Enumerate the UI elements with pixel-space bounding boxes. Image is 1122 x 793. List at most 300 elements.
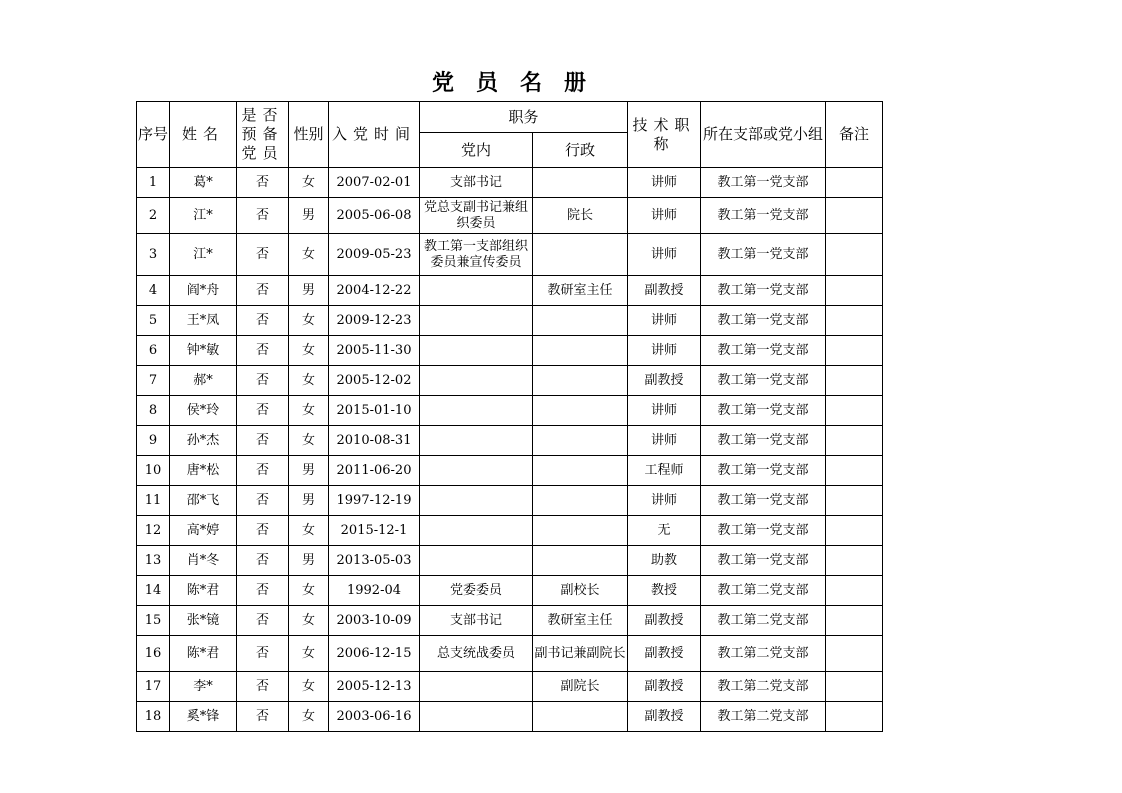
cell-duty-party-text: 支部书记 <box>449 174 502 190</box>
cell-gender <box>289 168 329 198</box>
cell-duty-admin-text: 副书记兼副院长 <box>534 645 626 661</box>
cell-probationary-text: 否 <box>255 312 269 328</box>
table-row <box>137 396 883 426</box>
cell-join-date-text: 2013-05-03 <box>336 552 412 568</box>
cell-tech-title <box>628 198 701 234</box>
cell-probationary-text: 否 <box>255 246 269 262</box>
cell-gender <box>289 306 329 336</box>
cell-join-date <box>329 276 420 306</box>
cell-duty-party <box>420 456 533 486</box>
table-row <box>137 486 883 516</box>
cell-duty-admin <box>533 198 628 234</box>
cell-probationary <box>237 606 289 636</box>
cell-gender <box>289 636 329 672</box>
cell-gender-text: 男 <box>301 492 315 508</box>
cell-gender <box>289 276 329 306</box>
cell-gender <box>289 672 329 702</box>
cell-gender-text: 女 <box>301 174 315 190</box>
cell-name <box>170 672 237 702</box>
roster-body <box>137 168 883 732</box>
cell-probationary <box>237 486 289 516</box>
cell-seq <box>137 306 170 336</box>
cell-name-text: 王*凤 <box>186 312 220 328</box>
cell-seq <box>137 276 170 306</box>
cell-tech-title-text: 工程师 <box>644 462 684 478</box>
cell-gender-text: 女 <box>301 645 315 661</box>
cell-gender-text: 女 <box>301 522 315 538</box>
cell-remark <box>826 486 883 516</box>
cell-name <box>170 426 237 456</box>
cell-name <box>170 636 237 672</box>
cell-duty-party-text: 支部书记 <box>449 612 502 628</box>
cell-tech-title-text: 副教授 <box>644 708 684 724</box>
cell-duty-admin <box>533 486 628 516</box>
cell-seq-text: 10 <box>144 462 162 478</box>
cell-duty-party <box>420 576 533 606</box>
cell-gender <box>289 486 329 516</box>
cell-gender <box>289 576 329 606</box>
cell-seq-text: 12 <box>144 522 162 538</box>
cell-name-text: 江* <box>193 207 213 223</box>
header-seq: 序号 <box>137 102 170 168</box>
cell-remark <box>826 234 883 276</box>
cell-duty-party-text: 教工第一支部组织委员兼宣传委员 <box>423 238 528 270</box>
cell-duty-party-text: 党委委员 <box>449 582 502 598</box>
cell-branch <box>701 396 826 426</box>
cell-join-date-text: 2015-01-10 <box>336 402 412 418</box>
cell-join-date-text: 2011-06-20 <box>336 462 412 478</box>
cell-join-date <box>329 306 420 336</box>
cell-tech-title <box>628 546 701 576</box>
cell-name-text: 江* <box>193 246 213 262</box>
cell-duty-admin <box>533 366 628 396</box>
cell-join-date-text: 2015-12-1 <box>340 522 408 538</box>
cell-tech-title <box>628 636 701 672</box>
cell-seq <box>137 168 170 198</box>
cell-duty-admin <box>533 636 628 672</box>
cell-seq-text: 13 <box>144 552 162 568</box>
cell-remark <box>826 546 883 576</box>
cell-branch-text: 教工第一党支部 <box>717 552 809 568</box>
cell-duty-admin-text: 教研室主任 <box>547 612 613 628</box>
cell-branch-text: 教工第二党支部 <box>717 582 809 598</box>
cell-join-date-text: 2004-12-22 <box>336 282 412 298</box>
cell-duty-party <box>420 276 533 306</box>
cell-name <box>170 198 237 234</box>
cell-join-date-text: 1997-12-19 <box>336 492 412 508</box>
cell-name <box>170 486 237 516</box>
cell-branch <box>701 234 826 276</box>
cell-duty-admin <box>533 672 628 702</box>
cell-remark <box>826 396 883 426</box>
cell-tech-title <box>628 336 701 366</box>
cell-branch <box>701 456 826 486</box>
cell-join-date-text: 2005-06-08 <box>336 207 412 223</box>
cell-branch <box>701 168 826 198</box>
cell-seq-text: 17 <box>144 678 162 694</box>
cell-duty-party <box>420 546 533 576</box>
header-gender: 性别 <box>289 102 329 168</box>
cell-gender-text: 女 <box>301 678 315 694</box>
cell-duty-party <box>420 366 533 396</box>
cell-seq <box>137 456 170 486</box>
cell-tech-title-text: 讲师 <box>651 432 678 448</box>
cell-gender-text: 男 <box>301 462 315 478</box>
table-row <box>137 198 883 234</box>
cell-join-date <box>329 366 420 396</box>
cell-join-date <box>329 606 420 636</box>
cell-duty-admin <box>533 306 628 336</box>
cell-seq <box>137 234 170 276</box>
cell-probationary-text: 否 <box>255 174 269 190</box>
cell-seq <box>137 366 170 396</box>
cell-duty-party <box>420 426 533 456</box>
cell-name <box>170 702 237 732</box>
cell-branch-text: 教工第一党支部 <box>717 174 809 190</box>
cell-gender-text: 女 <box>301 612 315 628</box>
cell-gender <box>289 516 329 546</box>
cell-tech-title <box>628 576 701 606</box>
cell-name <box>170 576 237 606</box>
cell-seq-text: 18 <box>144 708 162 724</box>
cell-duty-party <box>420 168 533 198</box>
cell-branch-text: 教工第一党支部 <box>717 207 809 223</box>
cell-branch-text: 教工第一党支部 <box>717 402 809 418</box>
cell-probationary <box>237 276 289 306</box>
cell-probationary-text: 否 <box>255 492 269 508</box>
cell-name <box>170 366 237 396</box>
table-row <box>137 306 883 336</box>
cell-probationary-text: 否 <box>255 342 269 358</box>
cell-name-text: 侯*玲 <box>186 402 220 418</box>
cell-seq <box>137 636 170 672</box>
cell-probationary-text: 否 <box>255 612 269 628</box>
cell-branch-text: 教工第一党支部 <box>717 342 809 358</box>
cell-gender-text: 女 <box>301 432 315 448</box>
cell-probationary-text: 否 <box>255 462 269 478</box>
cell-join-date <box>329 636 420 672</box>
cell-seq <box>137 336 170 366</box>
cell-probationary-text: 否 <box>255 372 269 388</box>
cell-name-text: 肖*冬 <box>186 552 220 568</box>
cell-join-date-text: 2003-06-16 <box>336 708 412 724</box>
cell-tech-title-text: 无 <box>657 522 671 538</box>
cell-duty-admin-text: 副院长 <box>560 678 600 694</box>
cell-gender <box>289 396 329 426</box>
cell-tech-title <box>628 396 701 426</box>
header-join-date: 入党时间 <box>329 102 420 168</box>
cell-branch <box>701 198 826 234</box>
cell-seq-text: 7 <box>148 372 158 388</box>
cell-seq-text: 15 <box>144 612 162 628</box>
cell-name <box>170 168 237 198</box>
cell-duty-admin <box>533 546 628 576</box>
cell-seq-text: 11 <box>144 492 162 508</box>
cell-duty-party <box>420 702 533 732</box>
cell-tech-title-text: 副教授 <box>644 612 684 628</box>
cell-duty-admin <box>533 396 628 426</box>
cell-name-text: 孙*杰 <box>186 432 220 448</box>
cell-join-date <box>329 486 420 516</box>
table-row <box>137 702 883 732</box>
cell-name-text: 陈*君 <box>186 645 220 661</box>
cell-seq <box>137 426 170 456</box>
cell-seq <box>137 576 170 606</box>
table-row <box>137 672 883 702</box>
cell-tech-title-text: 讲师 <box>651 402 678 418</box>
cell-branch <box>701 672 826 702</box>
cell-join-date <box>329 456 420 486</box>
cell-gender-text: 女 <box>301 402 315 418</box>
cell-gender <box>289 234 329 276</box>
cell-gender <box>289 366 329 396</box>
cell-duty-party-text: 总支统战委员 <box>436 645 515 661</box>
cell-gender-text: 女 <box>301 246 315 262</box>
cell-name <box>170 516 237 546</box>
cell-duty-admin <box>533 234 628 276</box>
cell-seq-text: 4 <box>148 282 158 298</box>
table-row <box>137 234 883 276</box>
cell-seq-text: 2 <box>148 207 158 223</box>
cell-duty-party <box>420 336 533 366</box>
cell-probationary-text: 否 <box>255 552 269 568</box>
cell-seq-text: 16 <box>144 645 162 661</box>
cell-join-date <box>329 198 420 234</box>
cell-remark <box>826 606 883 636</box>
cell-join-date-text: 2010-08-31 <box>336 432 412 448</box>
cell-branch <box>701 576 826 606</box>
cell-tech-title-text: 助教 <box>651 552 678 568</box>
cell-remark <box>826 702 883 732</box>
cell-branch-text: 教工第一党支部 <box>717 372 809 388</box>
cell-duty-admin <box>533 456 628 486</box>
cell-probationary <box>237 396 289 426</box>
cell-remark <box>826 576 883 606</box>
cell-seq-text: 8 <box>148 402 158 418</box>
cell-branch-text: 教工第二党支部 <box>717 678 809 694</box>
cell-branch-text: 教工第一党支部 <box>717 522 809 538</box>
header-branch: 所在支部或党小组 <box>701 102 826 168</box>
cell-gender <box>289 456 329 486</box>
cell-gender-text: 男 <box>301 552 315 568</box>
cell-remark <box>826 516 883 546</box>
cell-duty-party <box>420 198 533 234</box>
cell-seq <box>137 516 170 546</box>
cell-join-date-text: 2005-11-30 <box>336 342 412 358</box>
cell-tech-title <box>628 702 701 732</box>
cell-probationary <box>237 672 289 702</box>
cell-seq-text: 6 <box>148 342 158 358</box>
cell-name <box>170 456 237 486</box>
cell-duty-admin <box>533 168 628 198</box>
cell-branch-text: 教工第二党支部 <box>717 708 809 724</box>
table-row <box>137 516 883 546</box>
cell-join-date-text: 2005-12-13 <box>336 678 412 694</box>
cell-remark <box>826 198 883 234</box>
cell-duty-admin <box>533 426 628 456</box>
table-row <box>137 336 883 366</box>
cell-join-date <box>329 396 420 426</box>
cell-branch <box>701 276 826 306</box>
cell-name <box>170 336 237 366</box>
cell-probationary <box>237 336 289 366</box>
cell-tech-title <box>628 306 701 336</box>
cell-branch-text: 教工第一党支部 <box>717 246 809 262</box>
cell-duty-admin-text: 副校长 <box>560 582 600 598</box>
cell-tech-title <box>628 426 701 456</box>
cell-name-text: 葛* <box>193 174 213 190</box>
cell-branch <box>701 606 826 636</box>
cell-name <box>170 234 237 276</box>
cell-tech-title-text: 讲师 <box>651 246 678 262</box>
cell-name-text: 高*婷 <box>186 522 220 538</box>
cell-gender-text: 女 <box>301 582 315 598</box>
cell-join-date-text: 2003-10-09 <box>336 612 412 628</box>
cell-join-date-text: 2005-12-02 <box>336 372 412 388</box>
cell-branch <box>701 486 826 516</box>
cell-probationary-text: 否 <box>255 522 269 538</box>
cell-duty-party <box>420 486 533 516</box>
cell-seq-text: 3 <box>148 246 158 262</box>
header-name: 姓名 <box>170 102 237 168</box>
cell-tech-title <box>628 234 701 276</box>
cell-duty-admin-text: 院长 <box>567 207 594 223</box>
cell-branch-text: 教工第一党支部 <box>717 462 809 478</box>
cell-probationary <box>237 306 289 336</box>
cell-branch <box>701 546 826 576</box>
cell-duty-admin <box>533 576 628 606</box>
cell-branch-text: 教工第二党支部 <box>717 612 809 628</box>
cell-branch <box>701 366 826 396</box>
cell-gender-text: 男 <box>301 207 315 223</box>
cell-gender <box>289 198 329 234</box>
table-row <box>137 606 883 636</box>
cell-duty-party <box>420 606 533 636</box>
cell-branch-text: 教工第一党支部 <box>717 312 809 328</box>
cell-name-text: 李* <box>193 678 213 694</box>
header-tech-title: 技术职称 <box>628 102 701 168</box>
cell-remark <box>826 336 883 366</box>
cell-join-date <box>329 576 420 606</box>
cell-seq <box>137 486 170 516</box>
cell-join-date-text: 2006-12-15 <box>336 645 412 661</box>
cell-duty-party <box>420 516 533 546</box>
cell-join-date <box>329 702 420 732</box>
cell-gender-text: 女 <box>301 312 315 328</box>
cell-name-text: 郝* <box>193 372 213 388</box>
cell-name-text: 钟*敏 <box>186 342 220 358</box>
cell-duty-admin <box>533 336 628 366</box>
cell-join-date <box>329 168 420 198</box>
cell-tech-title <box>628 606 701 636</box>
cell-remark <box>826 636 883 672</box>
cell-seq <box>137 546 170 576</box>
cell-remark <box>826 276 883 306</box>
cell-join-date <box>329 672 420 702</box>
cell-join-date-text: 2009-05-23 <box>336 246 412 262</box>
cell-duty-party <box>420 306 533 336</box>
cell-duty-admin <box>533 516 628 546</box>
cell-probationary-text: 否 <box>255 402 269 418</box>
cell-probationary-text: 否 <box>255 708 269 724</box>
cell-probationary <box>237 366 289 396</box>
cell-gender-text: 女 <box>301 372 315 388</box>
cell-probationary-text: 否 <box>255 582 269 598</box>
cell-duty-admin <box>533 276 628 306</box>
cell-name <box>170 606 237 636</box>
cell-duty-admin <box>533 702 628 732</box>
table-row <box>137 426 883 456</box>
cell-join-date <box>329 336 420 366</box>
cell-seq <box>137 702 170 732</box>
cell-gender <box>289 336 329 366</box>
cell-probationary-text: 否 <box>255 645 269 661</box>
header-duty-admin: 行政 <box>533 133 628 168</box>
cell-tech-title <box>628 276 701 306</box>
cell-join-date-text: 2007-02-01 <box>336 174 412 190</box>
cell-name-text: 陈*君 <box>186 582 220 598</box>
table-row <box>137 168 883 198</box>
table-row <box>137 546 883 576</box>
cell-probationary-text: 否 <box>255 207 269 223</box>
cell-branch <box>701 516 826 546</box>
cell-duty-admin <box>533 606 628 636</box>
cell-duty-party-text: 党总支副书记兼组织委员 <box>423 199 528 231</box>
cell-gender-text: 女 <box>301 708 315 724</box>
cell-name-text: 唐*松 <box>186 462 220 478</box>
cell-tech-title <box>628 516 701 546</box>
cell-name <box>170 276 237 306</box>
header-duty-party: 党内 <box>420 133 533 168</box>
cell-probationary <box>237 426 289 456</box>
cell-gender <box>289 702 329 732</box>
cell-branch-text: 教工第二党支部 <box>717 645 809 661</box>
table-row <box>137 456 883 486</box>
cell-probationary-text: 否 <box>255 432 269 448</box>
cell-remark <box>826 366 883 396</box>
cell-remark <box>826 672 883 702</box>
cell-gender <box>289 606 329 636</box>
cell-tech-title-text: 教授 <box>651 582 678 598</box>
cell-gender <box>289 426 329 456</box>
header-duty: 职务 <box>420 102 628 133</box>
cell-name-text: 奚*锋 <box>186 708 220 724</box>
cell-tech-title <box>628 168 701 198</box>
cell-tech-title-text: 讲师 <box>651 312 678 328</box>
cell-name-text: 阎*舟 <box>186 282 220 298</box>
cell-branch-text: 教工第一党支部 <box>717 492 809 508</box>
cell-seq <box>137 198 170 234</box>
cell-name <box>170 546 237 576</box>
table-row <box>137 276 883 306</box>
cell-tech-title <box>628 366 701 396</box>
cell-probationary <box>237 576 289 606</box>
cell-seq <box>137 396 170 426</box>
page-title: 党员名册 <box>431 71 608 96</box>
cell-tech-title <box>628 486 701 516</box>
cell-name <box>170 396 237 426</box>
cell-probationary <box>237 702 289 732</box>
cell-tech-title-text: 副教授 <box>644 282 684 298</box>
cell-gender-text: 男 <box>301 282 315 298</box>
cell-seq <box>137 672 170 702</box>
cell-join-date <box>329 426 420 456</box>
cell-branch <box>701 426 826 456</box>
cell-seq-text: 1 <box>148 174 158 190</box>
cell-tech-title-text: 副教授 <box>644 372 684 388</box>
cell-tech-title-text: 副教授 <box>644 645 684 661</box>
cell-probationary <box>237 198 289 234</box>
